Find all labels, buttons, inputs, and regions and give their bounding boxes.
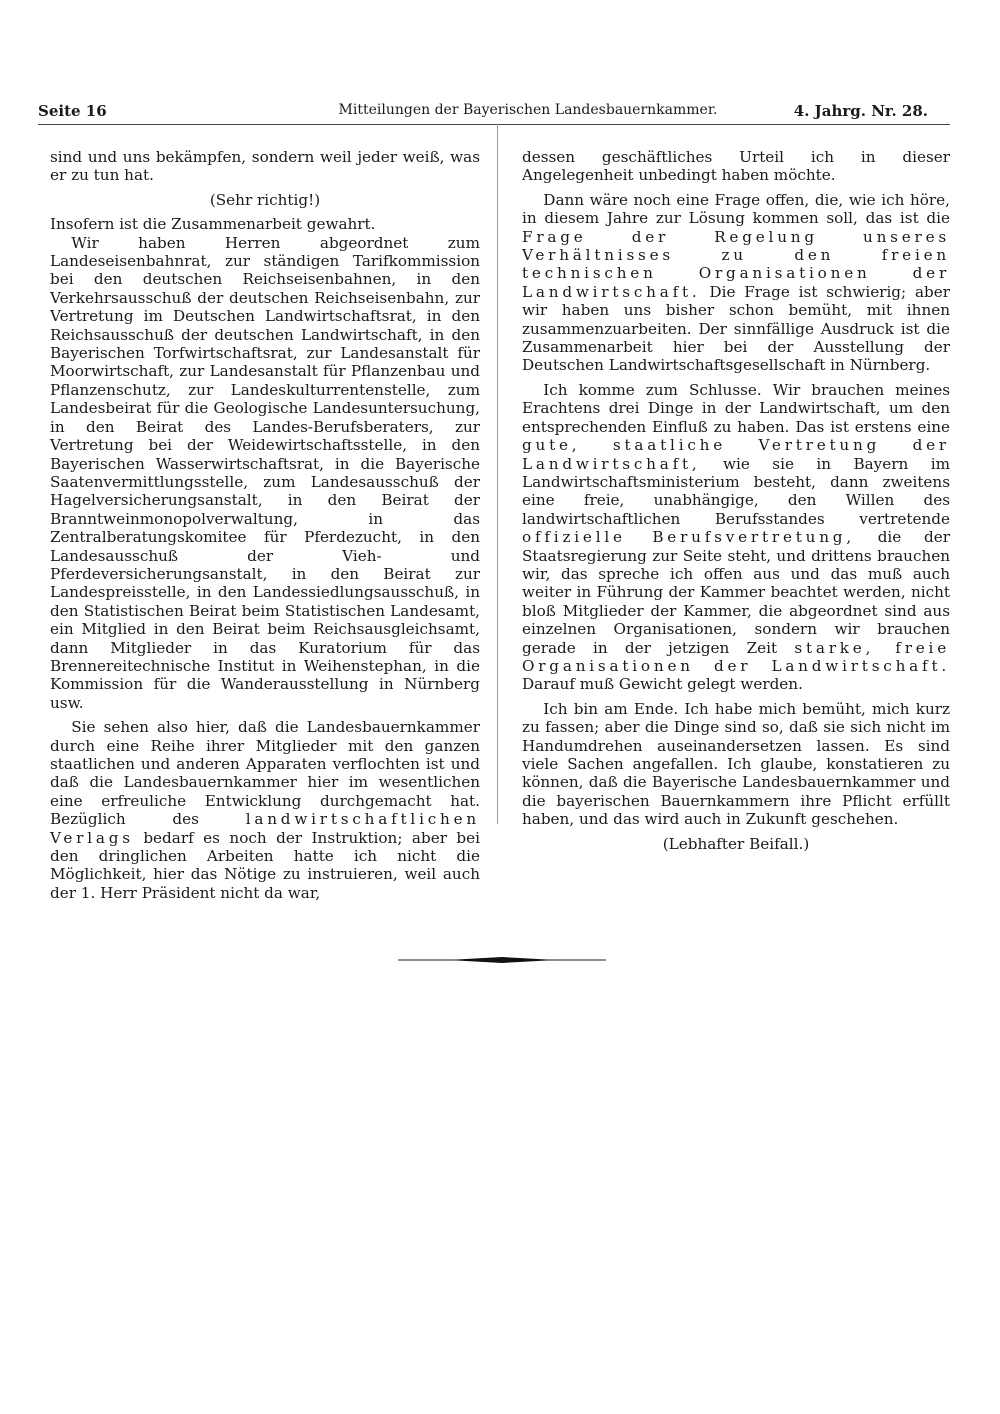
spaced-emphasis: landwirtschaftlichen Verlags	[50, 810, 480, 847]
paragraph	[522, 191, 950, 375]
text-run: die der Staatsregierung zur Seite steht, und drittens brauchen wir, das spreche ich offen aus und das muß auch weiter in Führung der Kammer beachtet werden, nicht bloß Mitglieder der Kammer, die abgeordnet sind aus einzelnen Organisationen, sondern wir brauchen gerade in der jetzigen Zeit	[522, 528, 950, 657]
applause-note: (Lebhafter Beifall.)	[662, 834, 810, 853]
text-run: wie sie in Bayern im Landwirtschaftsministerium besteht, dann zweitens eine freie, unabhängige, den Willen des landwirtschaftlichen Berufsstandes vertretende	[522, 454, 950, 528]
page-header	[38, 102, 958, 124]
header-rule	[38, 124, 950, 125]
left-column	[50, 148, 480, 902]
text-run: Dann wäre noch eine Frage offen, die, wie ich höre, in diesem Jahre zur Lösung kommen soll, das ist die	[522, 190, 950, 228]
paragraph: Insofern ist die Zusammenarbeit gewahrt.	[50, 215, 376, 234]
page-number: Seite 16	[38, 102, 107, 120]
text-run: Ich komme zum Schlusse. Wir brauchen meines Erachtens drei Dinge in der Landwirtschaft, um den entsprechenden Einfluß zu haben. Das ist erstens eine	[522, 380, 950, 436]
applause-note: (Sehr richtig!)	[209, 190, 321, 209]
paragraph-delegations: Wir haben Herren abgeordnet zum Landeseisenbahnrat, zur ständigen Tarifkommission bei den deutschen Reichseisenbahnen, in den Verkehrsausschuß der deutschen Reichseisenbahn, zur Vertretung im Deutschen Landwirtschaftsrat, in den Reichsausschuß der deutschen Landwirtschaft, in den Bayerischen Torfwirtschaftsrat, zur Landesanstalt für Moorwirtschaft, zur Landesanstalt für Pflanzenbau und Pflanzenschutz, zur Landeskulturrentenstelle, zum Landesbeirat für die Geologische Landesuntersuchung, in den Beirat des Landes-Berufsberaters, zur Vertretung bei der Weidewirtschaftsstelle, in den Bayerischen Wasserwirtschaftsrat, in die Bayerische Saatenvermittlungsstelle, zum Landesausschuß der Hagelversicherungsanstalt, in den Beirat der Branntweinmonopolverwaltung, in das Zentralberatungskomitee für Pferdezucht, in den Landesausschuß der Vieh- und Pferdeversicherungsanstalt, in den Beirat zur Landespreisstelle, in den Landessiedlungsausschuß, in den Statistischen Beirat beim Statistischen Landesamt, ein Mitglied in den Beirat beim Reichsausgleichsamt, dann Mitglieder in das Kuratorium für das Brennereitechnische Institut in Weihenstephan, in die Kommission für die Wanderausstellung in Nürnberg usw.	[50, 233, 480, 712]
text-run: Die Frage ist schwierig; aber wir haben uns bisher schon bemüht, mit ihnen zusammenzuarbeiten. Der sinnfällige Ausdruck ist die Zusammenarbeit hier bei der Ausstellung der Deutschen Landwirtschaftsgesellschaft in Nürnberg.	[522, 282, 951, 375]
spaced-emphasis: starke, freie Organisationen der Landwirtschaft.	[522, 638, 950, 675]
spaced-emphasis: gute, staatliche Vertretung der Landwirtschaft,	[522, 436, 950, 473]
paragraph: Ich bin am Ende. Ich habe mich bemüht, mich kurz zu fassen; aber die Dinge sind so, daß sie sich nicht im Handumdrehen auseinandersetzen lassen. Es sind viele Sachen angefallen. Ich glaube, konstatieren zu können, daß die Bayerische Landesbauernkammer und die bayerischen Bauernkammern ihre Pflicht erfüllt haben, und das wird auch in Zukunft geschehen.	[522, 699, 950, 829]
paragraph-continuation: dessen geschäftliches Urteil ich in dieser Angelegenheit unbedingt haben möchte.	[522, 148, 950, 185]
issue-number: 4. Jahrg. Nr. 28.	[793, 102, 928, 120]
right-column	[522, 148, 950, 859]
spaced-emphasis: Frage der Regelung unseres Verhältnisses zu den freien technischen Organisationen der Landwirtschaft.	[522, 227, 950, 301]
paragraph	[522, 381, 950, 694]
paragraph	[50, 718, 480, 902]
journal-title: Mitteilungen der Bayerischen Landesbauernkammer.	[338, 102, 718, 118]
spaced-emphasis: offizielle Berufsvertretung,	[522, 528, 855, 547]
text-run: bedarf es noch der Instruktion; aber bei den dringlichen Arbeiten hatte ich nicht die Möglichkeit, hier das Nötige zu instruieren, weil auch der 1. Herr Präsident nicht da war,	[50, 828, 480, 902]
column-divider	[497, 124, 498, 824]
end-ornament-rule	[398, 956, 606, 964]
text-run: Sie sehen also hier, daß die Landesbauernkammer durch eine Reihe ihrer Mitglieder mit den ganzen staatlichen und anderen Apparaten verflochten ist und daß die Landesbauernkammer hier im wesentlichen eine erfreuliche Entwicklung durchgemacht hat. Bezüglich des	[50, 718, 480, 829]
text-run: Darauf muß Gewicht gelegt werden.	[522, 675, 803, 694]
paragraph-continuation: sind und uns bekämpfen, sondern weil jeder weiß, was er zu tun hat.	[50, 148, 480, 185]
